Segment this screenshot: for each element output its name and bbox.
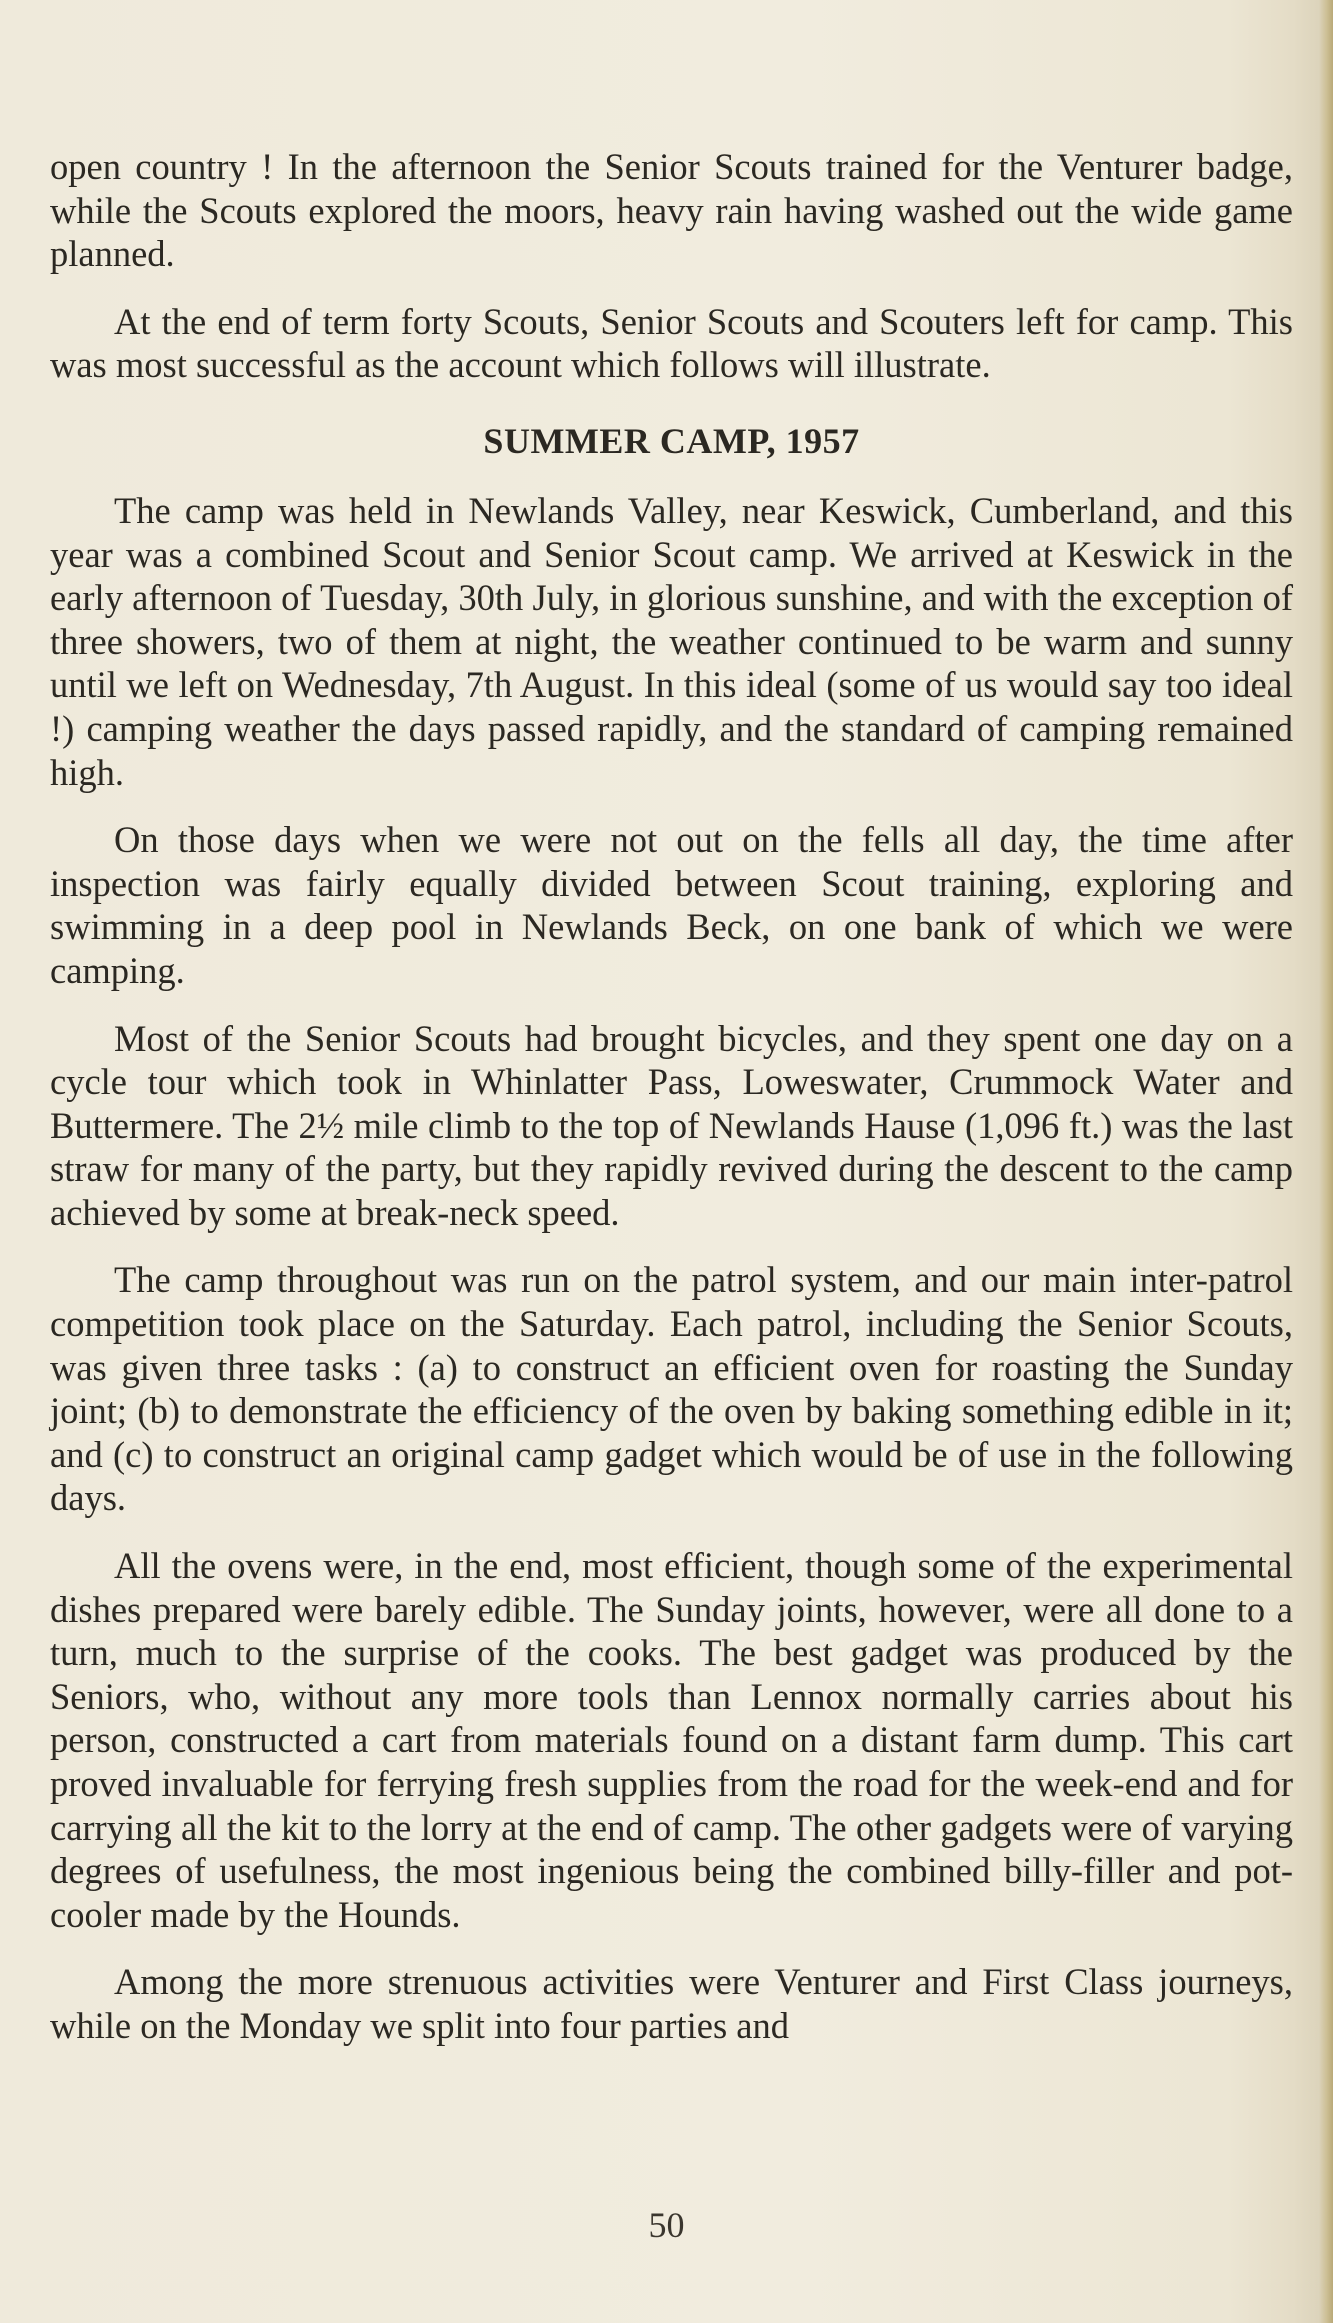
body-text	[50, 145, 1293, 2048]
paragraph-continued: open country ! In the afternoon the Senior Scouts trained for the Venturer badge, while the Scouts explored the moors, heavy rain having washed out the wide game planned.	[50, 146, 1293, 275]
page-number: 50	[648, 2205, 685, 2245]
paragraph: Among the more strenuous activities were Venturer and First Class journeys, while on the Monday we split into four parties and	[50, 1961, 1293, 2046]
paragraph: On those days when we were not out on the fells all day, the time after inspection was fairly equally divided between Scout training, exploring and swimming in a deep pool in Newlands Beck, on one bank of which we were camping.	[50, 819, 1293, 991]
section-heading: SUMMER CAMP, 1957	[483, 420, 860, 461]
paragraph: Most of the Senior Scouts had brought bicycles, and they spent one day on a cycle tour which took in Whinlatter Pass, Loweswater, Crummock Water and Buttermere. The 2½ mile climb to the top of Newlands Hause (1,096 ft.) was the last straw for many of the party, but they rapidly revived during the descent to the camp achieved by some at break-neck speed.	[50, 1017, 1293, 1233]
paragraph: At the end of term forty Scouts, Senior Scouts and Scouters left for camp. This was most successful as the account which follows will illustrate.	[50, 300, 1293, 386]
paragraph: The camp throughout was run on the patrol system, and our main inter-patrol competition took place on the Saturday. Each patrol, including the Senior Scouts, was given three tasks : (a) to construct an efficient oven for roasting the Sunday joint; (b) to demonstrate the efficiency of the oven by baking something edible in it; and (c) to construct an original camp gadget which would be of use in the following days.	[50, 1259, 1293, 1519]
paragraph: The camp was held in Newlands Valley, near Keswick, Cumberland, and this year was a combined Scout and Senior Scout camp. We arrived at Keswick in the early afternoon of Tuesday, 30th July, in glorious sunshine, and with the exception of three showers, two of them at night, the weather continued to be warm and sunny until we left on Wednesday, 7th August. In this ideal (some of us would say too ideal !) camping weather the days passed rapidly, and the standard of camping remained high.	[50, 489, 1293, 793]
paragraph: All the ovens were, in the end, most efficient, though some of the experimental dishes prepared were barely edible. The Sunday joints, however, were all done to a turn, much to the surprise of the cooks. The best gadget was produced by the Seniors, who, without any more tools than Lennox normally carries about his person, constructed a cart from materials found on a distant farm dump. This cart proved invaluable for ferrying fresh supplies from the road for the week-end and for carrying all the kit to the lorry at the end of camp. The other gadgets were of varying degrees of usefulness, the most ingenious being the combined billy-filler and pot-cooler made by the Hounds.	[50, 1545, 1293, 1935]
page-edge-shadow	[1319, 0, 1333, 2323]
